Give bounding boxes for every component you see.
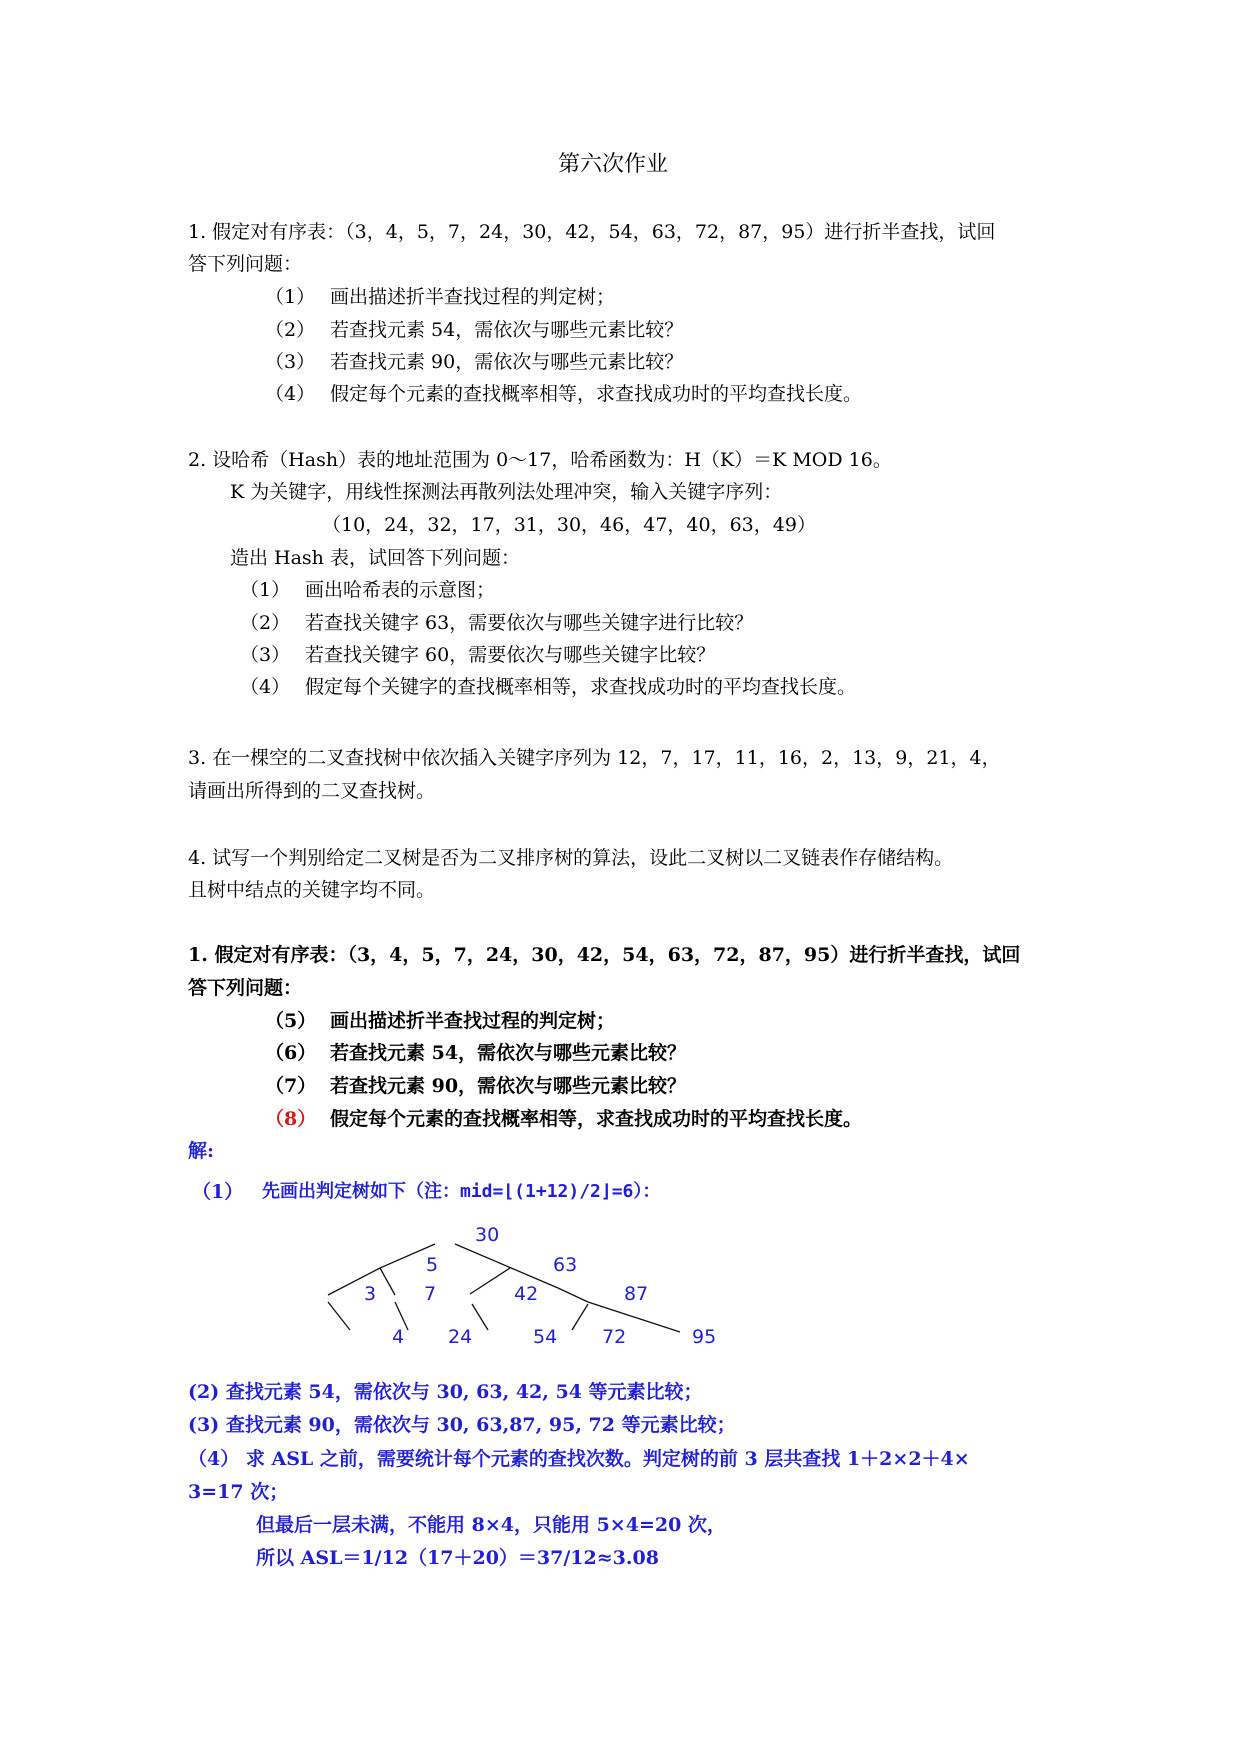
q1-item2-text: 若查找元素 54，需依次与哪些元素比较？	[330, 319, 684, 341]
tree-node-24: 24	[448, 1326, 473, 1348]
tree-node-7: 7	[424, 1283, 437, 1305]
q4-line2: 且树中结点的关键字均不同。	[188, 879, 436, 901]
tree-node-95: 95	[692, 1326, 717, 1348]
q2-key-sequence: （10，24，32，17，31，30，46，47，40，63，49）	[322, 514, 816, 536]
q1-item4-num: （4）	[265, 383, 316, 405]
q2-line2: K 为关键字，用线性探测法再散列法处理冲突，输入关键字序列：	[230, 481, 783, 503]
q1-item1-text: 画出描述折半查找过程的判定树；	[330, 286, 616, 308]
answer-4-line2: 3=17 次；	[188, 1481, 289, 1503]
q1b-item7-text: 若查找元素 90，需依次与哪些元素比较？	[330, 1075, 687, 1097]
q2-item2-num: （2）	[240, 612, 291, 634]
q2-line4: 造出 Hash 表，试回答下列问题：	[230, 547, 520, 569]
q1-item3-text: 若查找元素 90，需依次与哪些元素比较？	[330, 351, 684, 373]
q1b-item8-text: 假定每个元素的查找概率相等，求查找成功时的平均查找长度。	[330, 1108, 863, 1130]
q1b-line1: 1. 假定对有序表：（3，4，5，7，24，30，42，54，63，72，87，95）进行折半查找，试回	[188, 944, 1021, 966]
tree-node-54: 54	[533, 1326, 558, 1348]
q4-line1: 4. 试写一个判别给定二叉树是否为二叉排序树的算法，设此二叉树以二叉链表作存储结构。	[188, 847, 954, 869]
edge-63-42	[470, 1268, 510, 1294]
q2-item1-text: 画出哈希表的示意图；	[305, 579, 496, 601]
answer-4-line1: （4） 求 ASL 之前，需要统计每个元素的查找次数。判定树的前 3 层共查找 1＋2×2＋4×	[188, 1448, 970, 1470]
answer-1-text: 先画出判定树如下（注：mid=⌊(1+12)/2⌋=6）：	[262, 1181, 661, 1202]
q2-item3-text: 若查找关键字 60，需要依次与哪些关键字比较？	[305, 644, 716, 666]
tree-node-5: 5	[426, 1254, 439, 1276]
answer-1-num: （1）	[192, 1181, 244, 1203]
answer-3: (3) 查找元素 90，需依次与 30, 63,87, 95, 72 等元素比较；	[188, 1414, 736, 1436]
edge-5-7	[380, 1268, 395, 1295]
q2-item1-num: （1）	[240, 579, 291, 601]
answer-2: (2) 查找元素 54，需依次与 30, 63, 42, 54 等元素比较；	[188, 1381, 703, 1403]
edge-87-72	[572, 1304, 588, 1330]
edge-30-63	[455, 1244, 558, 1288]
tree-node-30: 30	[475, 1224, 500, 1246]
q1b-item6-num: （6）	[265, 1042, 317, 1064]
q1b-item5-text: 画出描述折半查找过程的判定树；	[330, 1010, 616, 1032]
q3-line2: 请画出所得到的二叉查找树。	[188, 780, 436, 802]
q1-item4-text: 假定每个元素的查找概率相等，求查找成功时的平均查找长度。	[330, 383, 863, 405]
q2-item4-text: 假定每个关键字的查找概率相等，求查找成功时的平均查找长度。	[305, 676, 857, 698]
q1b-item6-text: 若查找元素 54，需依次与哪些元素比较？	[330, 1042, 687, 1064]
edge-42-54	[472, 1304, 488, 1330]
q1-item2-num: （2）	[265, 319, 316, 341]
tree-node-72: 72	[602, 1326, 627, 1348]
tree-node-42: 42	[514, 1283, 539, 1305]
q1b-item7-num: （7）	[265, 1075, 317, 1097]
edge-3-4	[328, 1302, 350, 1330]
q1-item1-num: （1）	[265, 286, 316, 308]
tree-node-63: 63	[553, 1254, 578, 1276]
q3-line1: 3. 在一棵空的二叉查找树中依次插入关键字序列为 12，7，17，11，16，2，13，9，21，4，	[188, 747, 1001, 769]
q2-item4-num: （4）	[240, 676, 291, 698]
q1b-item8-num: （8）	[265, 1108, 317, 1130]
q1-line1: 1. 假定对有序表：（3，4，5，7，24，30，42，54，63，72，87，95）进行折半查找，试回	[188, 221, 996, 243]
q2-item3-num: （3）	[240, 644, 291, 666]
answer-4-line3: 但最后一层未满，不能用 8×4，只能用 5×4=20 次，	[256, 1514, 726, 1536]
answer-label: 解:	[188, 1140, 215, 1162]
q1-item3-num: （3）	[265, 351, 316, 373]
q2-item2-text: 若查找关键字 63，需要依次与哪些关键字进行比较？	[305, 612, 754, 634]
decision-tree-diagram	[340, 1222, 740, 1362]
q1b-line2: 答下列问题：	[188, 977, 303, 999]
q1b-item5-num: （5）	[265, 1010, 317, 1032]
tree-node-3: 3	[364, 1283, 377, 1305]
edge-63-87	[558, 1288, 588, 1302]
tree-node-4: 4	[392, 1326, 405, 1348]
answer-4-line4: 所以 ASL＝1/12（17＋20）＝37/12≈3.08	[256, 1547, 659, 1569]
q1-line2: 答下列问题：	[188, 253, 303, 275]
q2-line1: 2. 设哈希（Hash）表的地址范围为 0～17，哈希函数为：H（K）＝K MOD 16。	[188, 449, 892, 471]
page-title: 第六次作业	[558, 152, 669, 177]
tree-node-87: 87	[624, 1283, 649, 1305]
